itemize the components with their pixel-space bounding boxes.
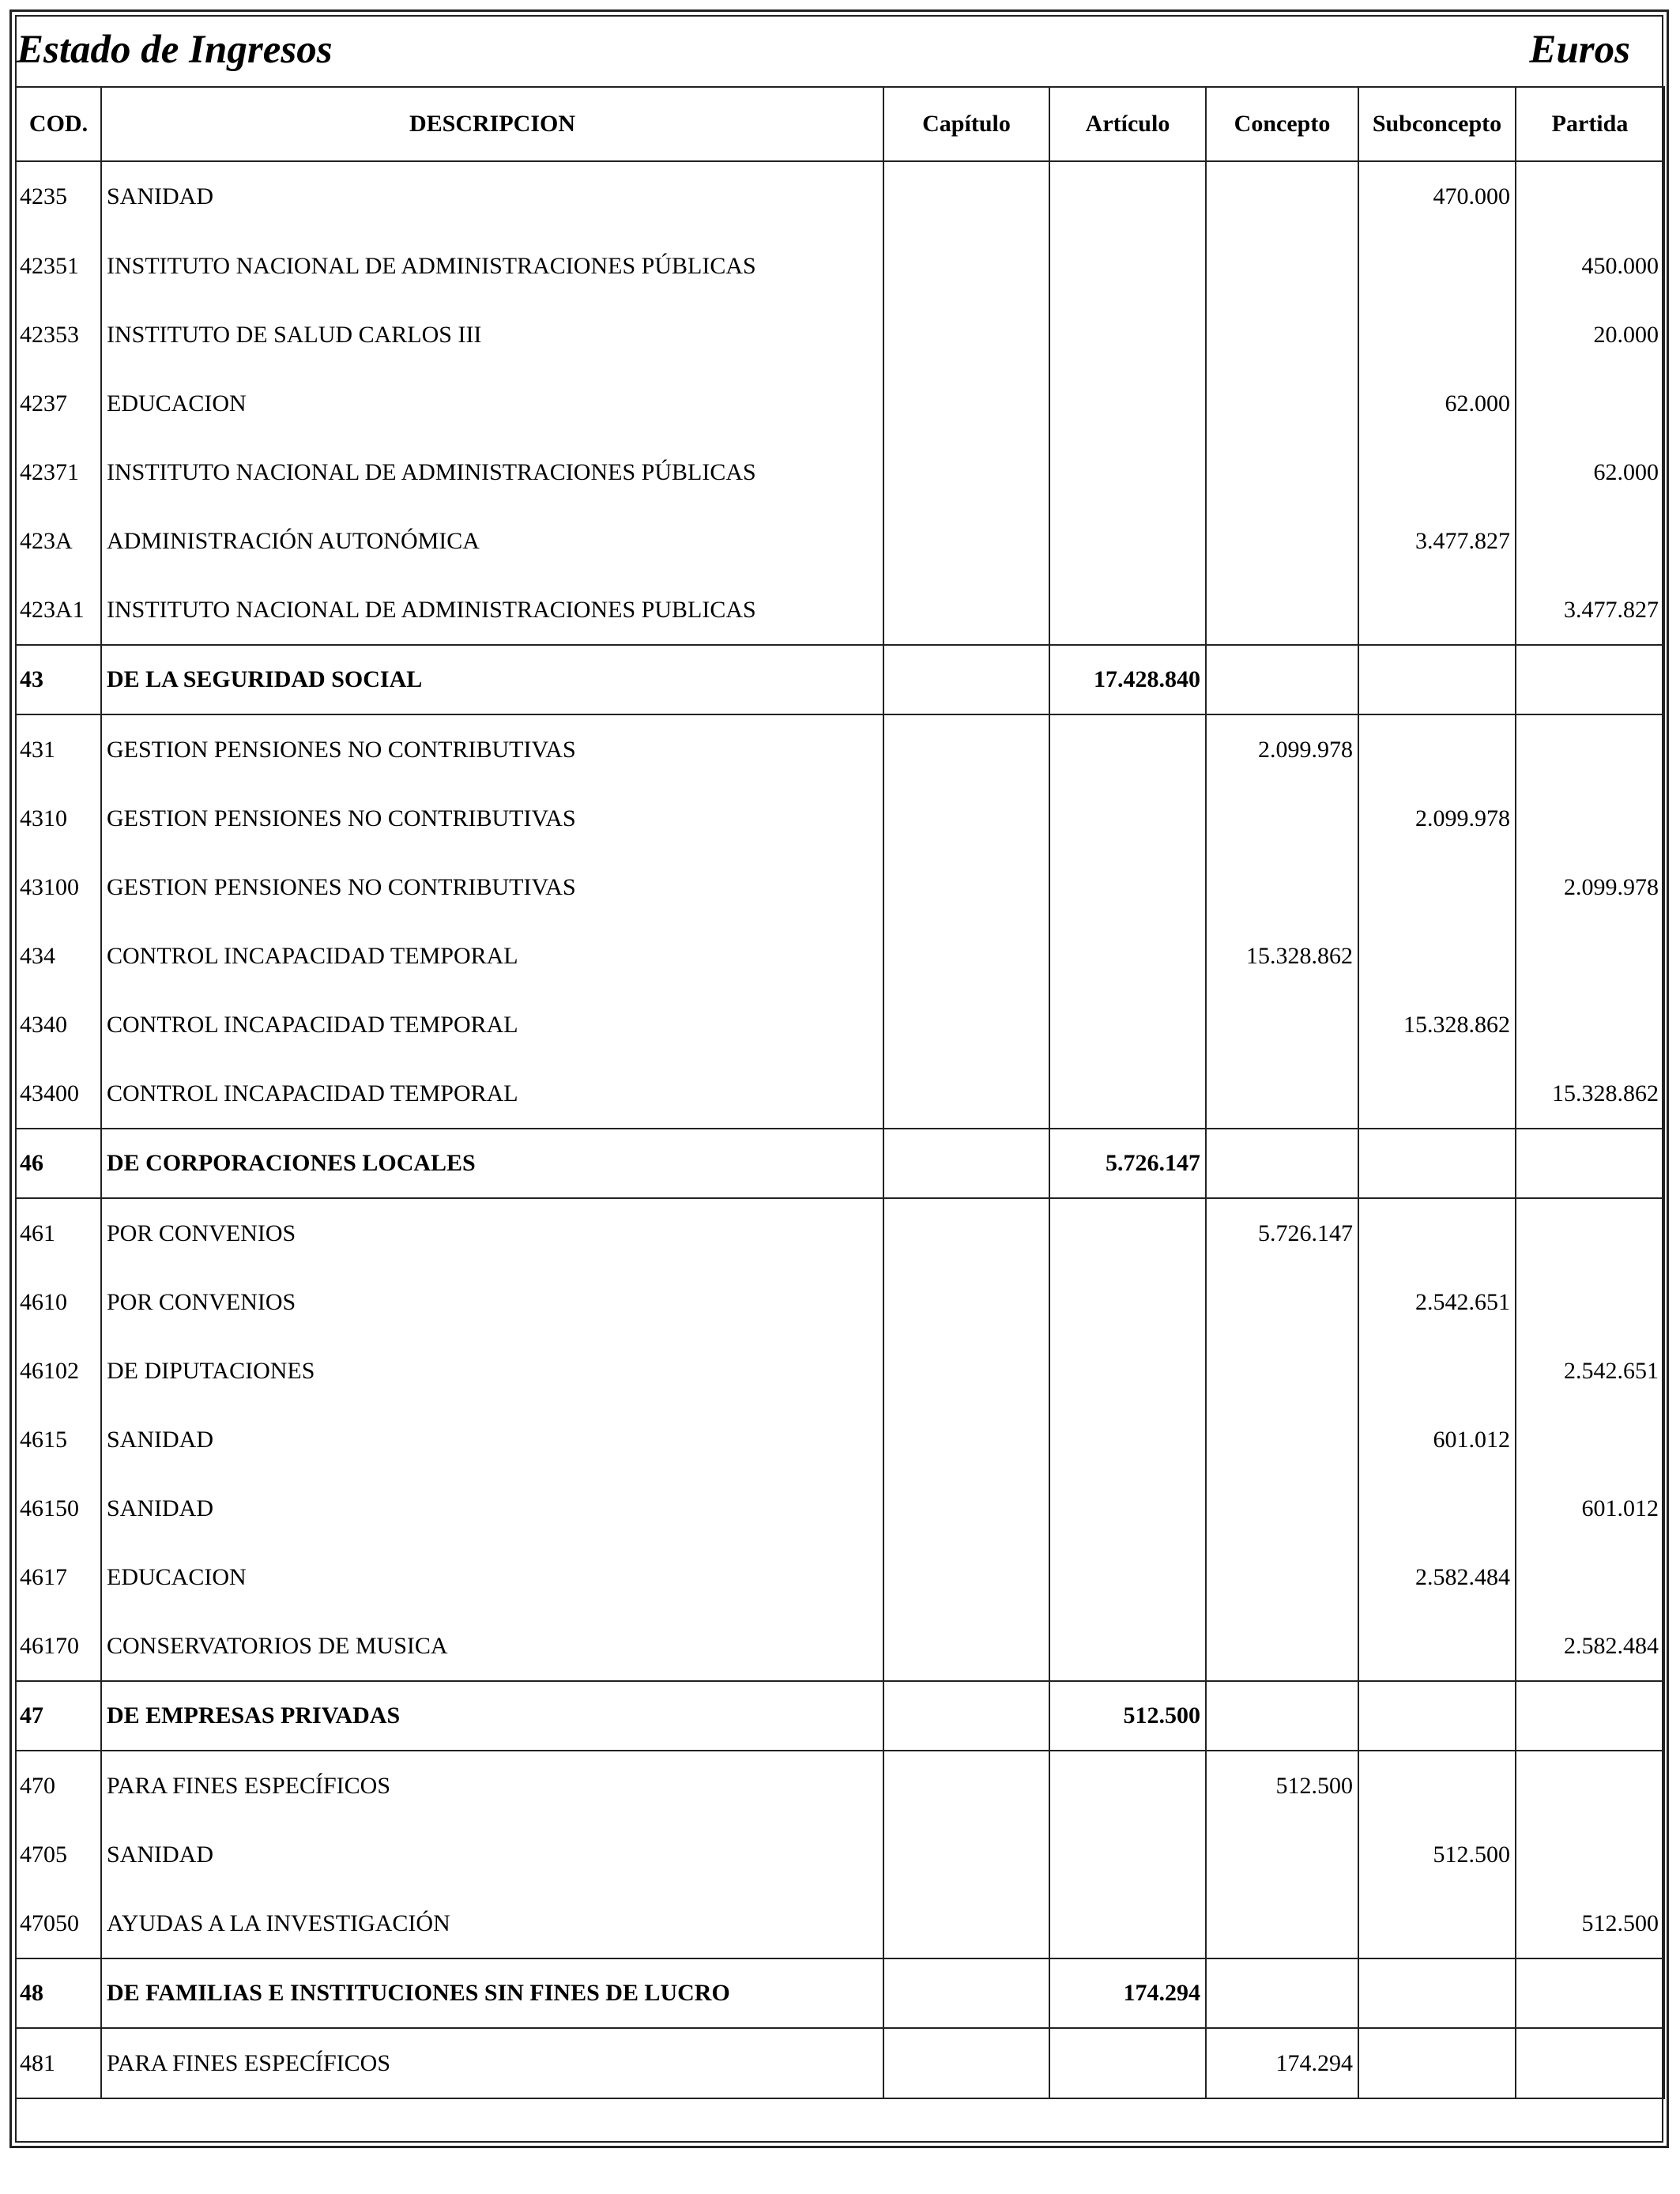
cell-partida	[1516, 1198, 1664, 1268]
cell-description: EDUCACION	[101, 369, 883, 438]
cell-description: DE CORPORACIONES LOCALES	[101, 1129, 883, 1198]
cell-description: PARA FINES ESPECÍFICOS	[101, 2028, 883, 2098]
cell-concepto	[1206, 161, 1358, 232]
cell-partida	[1516, 990, 1664, 1059]
cell-partida	[1516, 1820, 1664, 1889]
cell-articulo: 17.428.840	[1049, 645, 1206, 714]
cell-concepto	[1206, 1405, 1358, 1474]
cell-articulo	[1049, 575, 1206, 645]
cell-capitulo	[883, 1059, 1049, 1129]
cell-description: DE EMPRESAS PRIVADAS	[101, 1681, 883, 1751]
column-header-concepto: Concepto	[1206, 87, 1358, 161]
cell-articulo	[1049, 1198, 1206, 1268]
cell-concepto	[1206, 438, 1358, 507]
cell-concepto	[1206, 1958, 1358, 2028]
cell-description: SANIDAD	[101, 161, 883, 232]
group-row	[16, 1958, 1664, 2028]
cell-concepto: 15.328.862	[1206, 922, 1358, 990]
cell-subconcepto: 3.477.827	[1358, 507, 1516, 575]
cell-capitulo	[883, 1405, 1049, 1474]
table-row	[16, 922, 1664, 990]
cell-capitulo	[883, 645, 1049, 714]
group-row	[16, 645, 1664, 714]
table-row	[16, 1268, 1664, 1336]
cell-partida: 15.328.862	[1516, 1059, 1664, 1129]
cell-concepto	[1206, 990, 1358, 1059]
cell-concepto	[1206, 1474, 1358, 1543]
cell-concepto: 512.500	[1206, 1751, 1358, 1820]
cell-capitulo	[883, 507, 1049, 575]
table-row	[16, 853, 1664, 922]
cell-partida: 62.000	[1516, 438, 1664, 507]
income-table	[15, 86, 1665, 2143]
cell-cod: 423A1	[16, 575, 101, 645]
cell-capitulo	[883, 1612, 1049, 1681]
cell-subconcepto	[1358, 1958, 1516, 2028]
cell-description: DE DIPUTACIONES	[101, 1336, 883, 1405]
cell-capitulo	[883, 1268, 1049, 1336]
cell-capitulo	[883, 1681, 1049, 1751]
cell-partida: 2.582.484	[1516, 1612, 1664, 1681]
cell-articulo	[1049, 1889, 1206, 1958]
cell-concepto	[1206, 853, 1358, 922]
cell-subconcepto	[1358, 714, 1516, 784]
cell-subconcepto	[1358, 1129, 1516, 1198]
cell-partida	[1516, 922, 1664, 990]
table-row	[16, 990, 1664, 1059]
cell-cod: 43400	[16, 1059, 101, 1129]
column-header-cod: COD.	[16, 87, 101, 161]
cell-concepto	[1206, 1543, 1358, 1612]
cell-articulo: 512.500	[1049, 1681, 1206, 1751]
table-body	[16, 161, 1664, 2143]
cell-description: CONSERVATORIOS DE MUSICA	[101, 1612, 883, 1681]
cell-partida	[1516, 784, 1664, 853]
cell-articulo	[1049, 1059, 1206, 1129]
cell-concepto	[1206, 1059, 1358, 1129]
cell-cod: 4615	[16, 1405, 101, 1474]
cell-cod: 42371	[16, 438, 101, 507]
cell-capitulo	[883, 232, 1049, 300]
cell-partida: 2.099.978	[1516, 853, 1664, 922]
cell-capitulo	[883, 1198, 1049, 1268]
cell-concepto	[1206, 369, 1358, 438]
cell-articulo	[1049, 1474, 1206, 1543]
table-row	[16, 507, 1664, 575]
cell-description: CONTROL INCAPACIDAD TEMPORAL	[101, 1059, 883, 1129]
cell-cod: 4310	[16, 784, 101, 853]
table-row	[16, 1198, 1664, 1268]
group-row	[16, 1681, 1664, 1751]
cell-subconcepto	[1358, 575, 1516, 645]
cell-articulo	[1049, 507, 1206, 575]
cell-capitulo	[883, 1129, 1049, 1198]
cell-partida	[1516, 1129, 1664, 1198]
page-title: Estado de Ingresos	[17, 28, 333, 72]
cell-capitulo	[883, 2028, 1049, 2098]
cell-partida	[1516, 1958, 1664, 2028]
cell-partida: 3.477.827	[1516, 575, 1664, 645]
cell-subconcepto	[1358, 1612, 1516, 1681]
table-row	[16, 438, 1664, 507]
table-row	[16, 161, 1664, 232]
cell-concepto	[1206, 507, 1358, 575]
cell-description: INSTITUTO NACIONAL DE ADMINISTRACIONES PÚBLICAS	[101, 232, 883, 300]
cell-capitulo	[883, 369, 1049, 438]
cell-capitulo	[883, 1889, 1049, 1958]
cell-partida	[1516, 1268, 1664, 1336]
cell-partida	[1516, 1681, 1664, 1751]
table-row	[16, 1474, 1664, 1543]
table-row	[16, 1059, 1664, 1129]
cell-description: GESTION PENSIONES NO CONTRIBUTIVAS	[101, 853, 883, 922]
cell-partida	[1516, 714, 1664, 784]
cell-partida	[1516, 1405, 1664, 1474]
cell-cod: 423A	[16, 507, 101, 575]
cell-cod: 46170	[16, 1612, 101, 1681]
cell-capitulo	[883, 714, 1049, 784]
cell-cod: 43100	[16, 853, 101, 922]
cell-cod: 43	[16, 645, 101, 714]
cell-cod: 47	[16, 1681, 101, 1751]
cell-cod: 42353	[16, 300, 101, 369]
cell-description: INSTITUTO NACIONAL DE ADMINISTRACIONES PUBLICAS	[101, 575, 883, 645]
cell-articulo	[1049, 1268, 1206, 1336]
cell-description: POR CONVENIOS	[101, 1268, 883, 1336]
cell-cod: 46150	[16, 1474, 101, 1543]
cell-cod: 4237	[16, 369, 101, 438]
cell-articulo	[1049, 1820, 1206, 1889]
cell-cod: 4235	[16, 161, 101, 232]
cell-capitulo	[883, 161, 1049, 232]
cell-cod: 434	[16, 922, 101, 990]
cell-concepto	[1206, 784, 1358, 853]
cell-subconcepto: 2.542.651	[1358, 1268, 1516, 1336]
currency-label: Euros	[1529, 28, 1630, 72]
cell-concepto	[1206, 1820, 1358, 1889]
cell-subconcepto	[1358, 1474, 1516, 1543]
cell-subconcepto	[1358, 1059, 1516, 1129]
cell-cod: 461	[16, 1198, 101, 1268]
cell-description: CONTROL INCAPACIDAD TEMPORAL	[101, 922, 883, 990]
cell-description: GESTION PENSIONES NO CONTRIBUTIVAS	[101, 714, 883, 784]
cell-description: DE FAMILIAS E INSTITUCIONES SIN FINES DE LUCRO	[101, 1958, 883, 2028]
cell-cod: 42351	[16, 232, 101, 300]
cell-capitulo	[883, 300, 1049, 369]
cell-partida	[1516, 369, 1664, 438]
table-header-row	[16, 87, 1664, 161]
cell-capitulo	[883, 1474, 1049, 1543]
cell-articulo	[1049, 714, 1206, 784]
cell-concepto	[1206, 575, 1358, 645]
cell-description: DE LA SEGURIDAD SOCIAL	[101, 645, 883, 714]
cell-capitulo	[883, 990, 1049, 1059]
cell-description: SANIDAD	[101, 1474, 883, 1543]
cell-subconcepto: 62.000	[1358, 369, 1516, 438]
cell-subconcepto	[1358, 300, 1516, 369]
cell-partida: 20.000	[1516, 300, 1664, 369]
cell-articulo: 174.294	[1049, 1958, 1206, 2028]
cell-concepto	[1206, 1268, 1358, 1336]
column-header-subconcepto: Subconcepto	[1358, 87, 1516, 161]
cell-description: ADMINISTRACIÓN AUTONÓMICA	[101, 507, 883, 575]
cell-subconcepto: 601.012	[1358, 1405, 1516, 1474]
table-row	[16, 1751, 1664, 1820]
cell-subconcepto	[1358, 232, 1516, 300]
table-row	[16, 1405, 1664, 1474]
cell-subconcepto: 512.500	[1358, 1820, 1516, 1889]
cell-subconcepto: 2.099.978	[1358, 784, 1516, 853]
cell-cod: 47050	[16, 1889, 101, 1958]
cell-description: INSTITUTO NACIONAL DE ADMINISTRACIONES PÚBLICAS	[101, 438, 883, 507]
cell-description: CONTROL INCAPACIDAD TEMPORAL	[101, 990, 883, 1059]
table-row	[16, 2028, 1664, 2098]
cell-concepto: 2.099.978	[1206, 714, 1358, 784]
table-row	[16, 369, 1664, 438]
cell-subconcepto	[1358, 1751, 1516, 1820]
cell-cod: 46	[16, 1129, 101, 1198]
cell-cod: 431	[16, 714, 101, 784]
table-row	[16, 575, 1664, 645]
cell-articulo	[1049, 922, 1206, 990]
cell-articulo	[1049, 369, 1206, 438]
cell-articulo	[1049, 2028, 1206, 2098]
cell-subconcepto	[1358, 1198, 1516, 1268]
cell-concepto: 174.294	[1206, 2028, 1358, 2098]
cell-cod: 4610	[16, 1268, 101, 1336]
column-header-articulo: Artículo	[1049, 87, 1206, 161]
cell-concepto	[1206, 1681, 1358, 1751]
cell-subconcepto	[1358, 1889, 1516, 1958]
cell-articulo	[1049, 853, 1206, 922]
cell-concepto: 5.726.147	[1206, 1198, 1358, 1268]
cell-partida	[1516, 645, 1664, 714]
cell-capitulo	[883, 853, 1049, 922]
cell-articulo	[1049, 784, 1206, 853]
cell-subconcepto	[1358, 1336, 1516, 1405]
cell-cod: 48	[16, 1958, 101, 2028]
cell-description: PARA FINES ESPECÍFICOS	[101, 1751, 883, 1820]
cell-concepto	[1206, 1129, 1358, 1198]
cell-articulo	[1049, 438, 1206, 507]
cell-concepto	[1206, 1889, 1358, 1958]
table-row	[16, 1336, 1664, 1405]
cell-capitulo	[883, 1958, 1049, 2028]
group-row	[16, 1129, 1664, 1198]
cell-partida	[1516, 1543, 1664, 1612]
table-row	[16, 714, 1664, 784]
blank-footer-row	[16, 2098, 1664, 2143]
cell-partida	[1516, 161, 1664, 232]
cell-subconcepto	[1358, 1681, 1516, 1751]
column-header-descripcion: DESCRIPCION	[101, 87, 883, 161]
cell-partida: 601.012	[1516, 1474, 1664, 1543]
column-header-capitulo: Capítulo	[883, 87, 1049, 161]
table-row	[16, 1889, 1664, 1958]
cell-capitulo	[883, 922, 1049, 990]
cell-description: POR CONVENIOS	[101, 1198, 883, 1268]
table-row	[16, 1543, 1664, 1612]
cell-cod: 4340	[16, 990, 101, 1059]
cell-subconcepto: 2.582.484	[1358, 1543, 1516, 1612]
cell-subconcepto: 470.000	[1358, 161, 1516, 232]
cell-articulo	[1049, 1612, 1206, 1681]
table-row	[16, 1820, 1664, 1889]
cell-articulo: 5.726.147	[1049, 1129, 1206, 1198]
cell-capitulo	[883, 575, 1049, 645]
cell-articulo	[1049, 300, 1206, 369]
cell-articulo	[1049, 1751, 1206, 1820]
cell-subconcepto: 15.328.862	[1358, 990, 1516, 1059]
table-row	[16, 300, 1664, 369]
cell-capitulo	[883, 438, 1049, 507]
cell-concepto	[1206, 645, 1358, 714]
cell-description: EDUCACION	[101, 1543, 883, 1612]
cell-subconcepto	[1358, 2028, 1516, 2098]
cell-partida	[1516, 507, 1664, 575]
cell-capitulo	[883, 784, 1049, 853]
table-row	[16, 232, 1664, 300]
cell-concepto	[1206, 300, 1358, 369]
cell-description: INSTITUTO DE SALUD CARLOS III	[101, 300, 883, 369]
column-header-partida: Partida	[1516, 87, 1664, 161]
cell-capitulo	[883, 1543, 1049, 1612]
title-bar	[17, 17, 1662, 86]
cell-concepto	[1206, 232, 1358, 300]
cell-articulo	[1049, 1405, 1206, 1474]
cell-partida	[1516, 1751, 1664, 1820]
cell-subconcepto	[1358, 922, 1516, 990]
cell-capitulo	[883, 1336, 1049, 1405]
table-row	[16, 784, 1664, 853]
cell-partida: 450.000	[1516, 232, 1664, 300]
cell-subconcepto	[1358, 438, 1516, 507]
cell-cod: 470	[16, 1751, 101, 1820]
cell-capitulo	[883, 1751, 1049, 1820]
cell-articulo	[1049, 1336, 1206, 1405]
cell-partida	[1516, 2028, 1664, 2098]
cell-description: AYUDAS A LA INVESTIGACIÓN	[101, 1889, 883, 1958]
cell-cod: 46102	[16, 1336, 101, 1405]
cell-articulo	[1049, 1543, 1206, 1612]
cell-concepto	[1206, 1336, 1358, 1405]
cell-subconcepto	[1358, 645, 1516, 714]
cell-subconcepto	[1358, 853, 1516, 922]
cell-partida: 2.542.651	[1516, 1336, 1664, 1405]
cell-capitulo	[883, 1820, 1049, 1889]
cell-articulo	[1049, 232, 1206, 300]
cell-partida: 512.500	[1516, 1889, 1664, 1958]
cell-cod: 4617	[16, 1543, 101, 1612]
cell-description: GESTION PENSIONES NO CONTRIBUTIVAS	[101, 784, 883, 853]
cell-concepto	[1206, 1612, 1358, 1681]
cell-description: SANIDAD	[101, 1820, 883, 1889]
table-row	[16, 1612, 1664, 1681]
cell-cod: 481	[16, 2028, 101, 2098]
cell-articulo	[1049, 990, 1206, 1059]
cell-description: SANIDAD	[101, 1405, 883, 1474]
blank-footer-cell	[16, 2098, 1664, 2143]
cell-cod: 4705	[16, 1820, 101, 1889]
cell-articulo	[1049, 161, 1206, 232]
